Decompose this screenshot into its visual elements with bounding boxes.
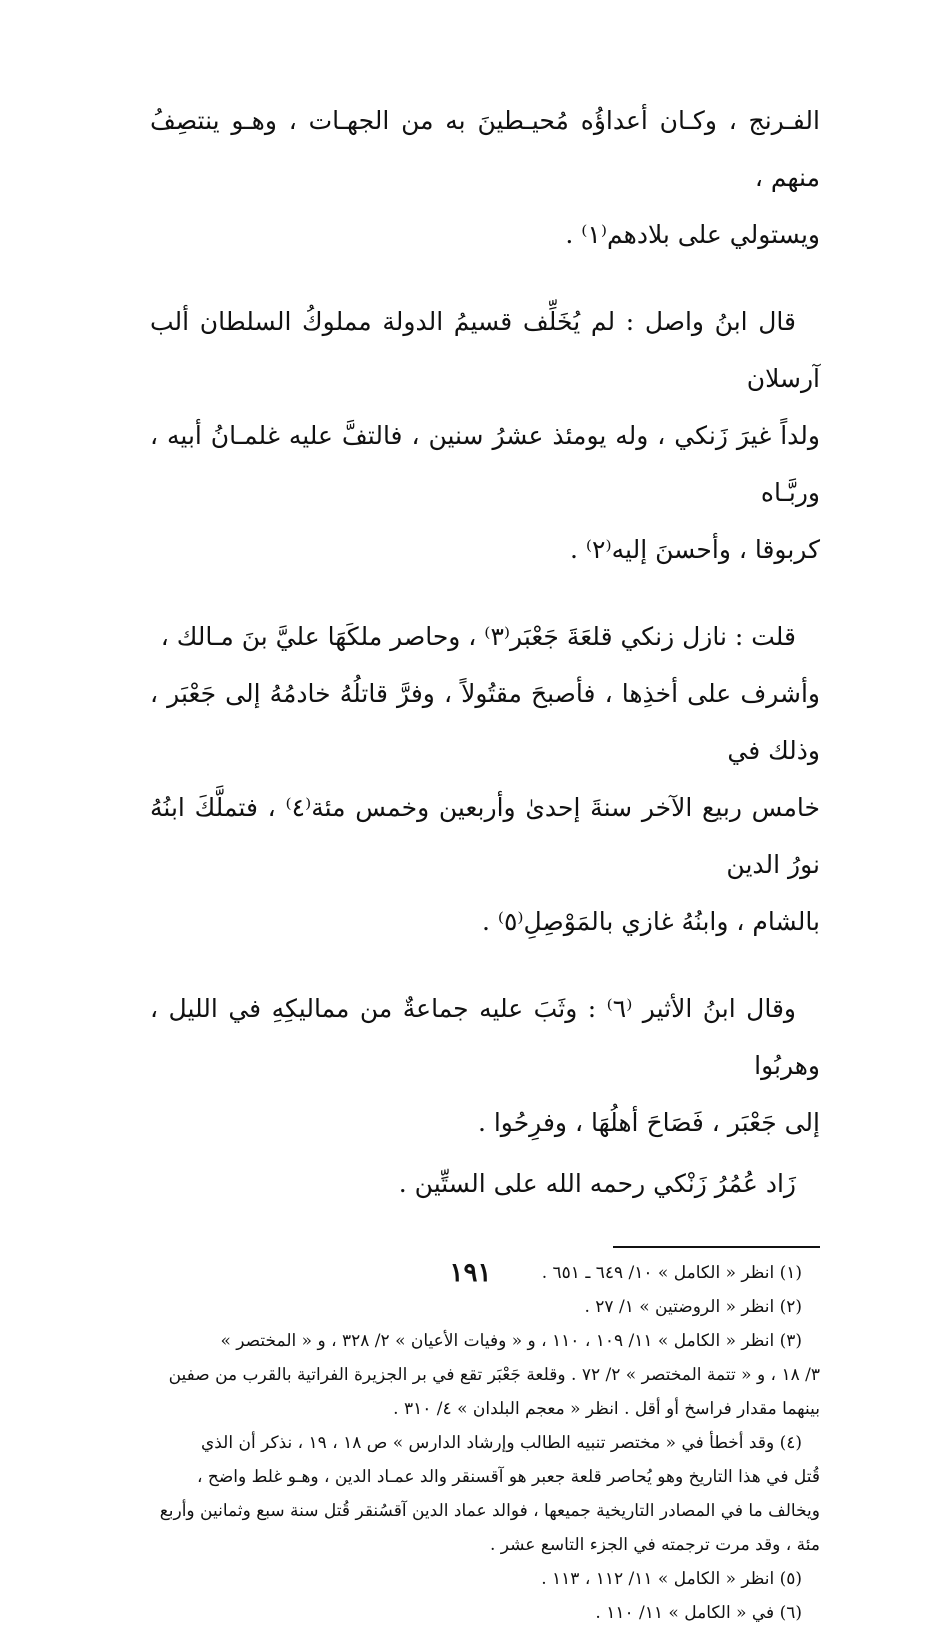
text-line: ويستولي على بلادهم⁽١⁾ . bbox=[565, 220, 820, 249]
footnote-line: ويخالف ما في المصادر التاريخية جميعها ، فوالد عماد الدين آقسُنقر قُتل سنة سبع وثمانين وأربع bbox=[159, 1501, 820, 1521]
text-line: وأشرف على أخذِها ، فأصبحَ مقتُولاً ، وفرَّ قاتلُهُ خادمُهُ إلى جَعْبَر ، وذلك في bbox=[150, 679, 820, 765]
footnote-line: (٦) في « الكامل » ١١/ ١١٠ . bbox=[595, 1603, 802, 1623]
text-line: قال ابنُ واصل : لم يُخَلِّف قسيمُ الدولة مملوكُ السلطان ألب آرسلان bbox=[150, 307, 820, 393]
footnote-separator bbox=[613, 1246, 820, 1248]
paragraph bbox=[150, 92, 820, 263]
footnote-line: بينهما مقدار فراسخ أو أقل . انظر « معجم البلدان » ٤/ ٣١٠ . bbox=[393, 1399, 820, 1419]
footnotes bbox=[150, 1256, 820, 1630]
paragraph bbox=[150, 980, 820, 1151]
paragraph bbox=[150, 1155, 820, 1212]
text-line: كربوقا ، وأحسنَ إليه⁽٢⁾ . bbox=[570, 535, 820, 564]
paragraph bbox=[150, 293, 820, 578]
text-line: بالشام ، وابنُهُ غازي بالمَوْصِلِ⁽٥⁾ . bbox=[481, 907, 820, 936]
text-line: ولداً غيرَ زَنكي ، وله يومئذ عشرُ سنين ، فالتفَّ عليه غلمـانُ أبيه ، وربَّـاه bbox=[150, 421, 820, 507]
text-line: وقال ابنُ الأثير ⁽٦⁾ : وثَبَ عليه جماعةٌ من مماليكِهِ في الليل ، وهربُوا bbox=[150, 994, 820, 1080]
footnote-line: ٣/ ١٨ ، و « تتمة المختصر » ٢/ ٧٢ . وقلعة جَعْبَر تقع في بر الجزيرة الفراتية بالقرب من صفين bbox=[168, 1365, 820, 1385]
page-number: ١٩١ bbox=[449, 1258, 492, 1288]
footnote-line: مئة ، وقد مرت ترجمته في الجزء التاسع عشر . bbox=[489, 1535, 820, 1555]
text-line: إلى جَعْبَر ، فَصَاحَ أهلُهَا ، وفرِحُوا . bbox=[477, 1108, 820, 1137]
text-line: قلت : نازل زنكي قلعَةَ جَعْبَر⁽٣⁾ ، وحاصر ملكَهَا عليَّ بنَ مـالك ، bbox=[160, 622, 796, 651]
footnote-line: (٢) انظر « الروضتين » ١/ ٢٧ . bbox=[584, 1297, 802, 1317]
book-page bbox=[150, 92, 820, 1630]
paragraph bbox=[150, 608, 820, 950]
footnote-line: قُتل في هذا التاريخ وهو يُحاصر قلعة جعبر هو آقسنقر والد عمـاد الدين ، وهـو غلط واضح ، bbox=[197, 1467, 820, 1487]
text-line: خامس ربيع الآخر سنةَ إحدىٰ وأربعين وخمس مئة⁽٤⁾ ، فتملَّكَ ابنُهُ نورُ الدين bbox=[150, 793, 821, 879]
footnote-line: (٤) وقد أخطأ في « مختصر تنبيه الطالب وإرشاد الدارس » ص ١٨ ، ١٩ ، نذكر أن الذي bbox=[200, 1433, 802, 1453]
footnote-line: (٣) انظر « الكامل » ١١/ ١٠٩ ، ١١٠ ، و « وفيات الأعيان » ٢/ ٣٢٨ ، و « المختصر » bbox=[220, 1331, 802, 1351]
footnote-line: (٥) انظر « الكامل » ١١/ ١١٢ ، ١١٣ . bbox=[541, 1569, 802, 1589]
text-line: زَاد عُمُرُ زَنْكي رحمه الله على الستِّين . bbox=[398, 1169, 796, 1198]
text-line: الفـرنج ، وكـان أعداؤُه مُحيـطينَ به من الجهـات ، وهـو ينتصِفُ منهم ، bbox=[150, 106, 820, 192]
footnote-line: (١) انظر « الكامل » ١٠/ ٦٤٩ ـ ٦٥١ . bbox=[541, 1263, 802, 1283]
